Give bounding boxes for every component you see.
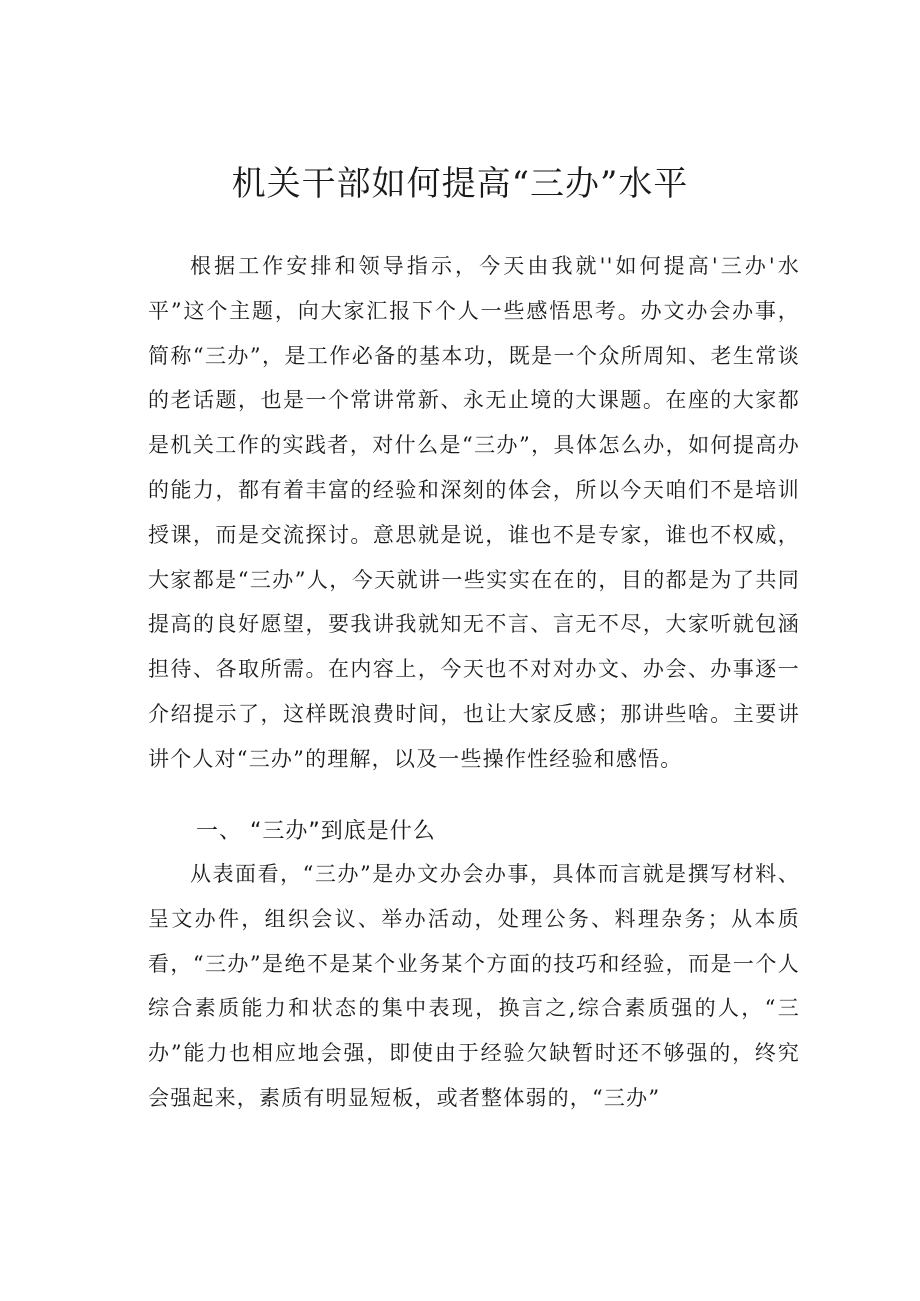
intro-paragraph: 根据工作安排和领导指示，今天由我就''如何提高'三办'水平”这个主题，向大家汇报下个人一些感悟思考。办文办会办事，简称“三办”，是工作必备的基本功，既是一个众所周知、老生常谈的老话题，也是一个常讲常新、永无止境的大课题。在座的大家都是机关工作的实践者，对什么是“三办”，具体怎么办，如何提高办的能力，都有着丰富的经验和深刻的体会，所以今天咱们不是培训授课，而是交流探讨。意思就是说，谁也不是专家，谁也不权威，大家都是“三办”人，今天就讲一些实实在在的，目的都是为了共同提高的良好愿望，要我讲我就知无不言、言无不尽，大家听就包涵担待、各取所需。在内容上，今天也不对对办文、办会、办事逐一介绍提示了，这样既浪费时间，也让大家反感；那讲些啥。主要讲讲个人对“三办”的理解，以及一些操作性经验和感悟。 [148, 254, 800, 771]
section-paragraph: 从表面看，“三办”是办文办会办事，具体而言就是撰写材料、呈文办件，组织会议、举办活动，处理公务、料理杂务；从本质看，“三办”是绝不是某个业务某个方面的技巧和经验，而是一个人综合素质能力和状态的集中表现，换言之,综合素质强的人，“三办”能力也相应地会强，即使由于经验欠缺暂时还不够强的，终究会强起来，素质有明显短板，或者整体弱的，“三办” [148, 862, 800, 1110]
document-title: 机关干部如何提高“三办”水平 [231, 164, 689, 204]
section-heading: 一、 “三办”到底是什么 [196, 819, 436, 844]
